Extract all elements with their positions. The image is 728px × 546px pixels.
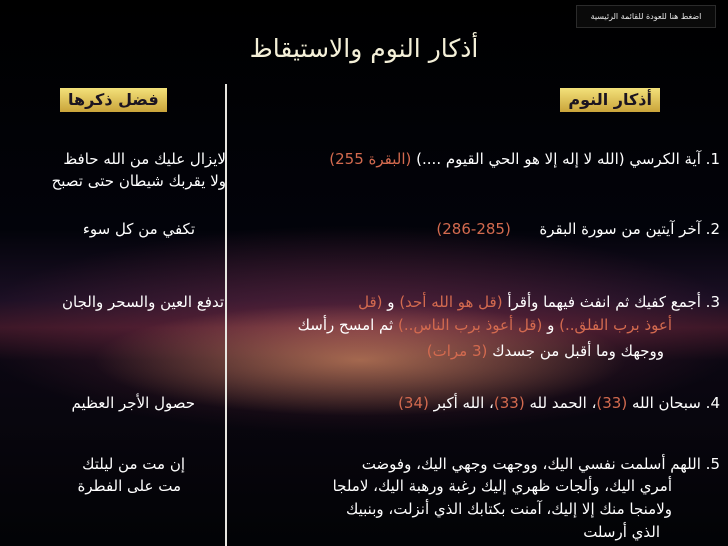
row-1-virtue-line-2: ولا يقربك شيطان حتى تصبح xyxy=(51,172,226,190)
row-3-adhkar-line-3: ووجهك وما أقبل من جسدك (3 مرات) xyxy=(426,342,664,360)
row-1-adhkar: 1. آية الكرسي (الله لا إله إلا هو الحي القيوم ....) (البقرة 255) xyxy=(329,150,720,168)
row-1-virtue-line-1: لايزال عليك من الله حافظ xyxy=(63,150,226,168)
row-3-adhkar-line-2: أعوذ برب الفلق..) و (قل أعوذ برب الناس..) ثم امسح رأسك xyxy=(297,316,672,334)
row-5-adhkar-line-3: ولامنجا منك إلا إليك، آمنت بكتابك الذي أنزلت، وبنبيك xyxy=(345,500,672,518)
row-5-adhkar-line-4: الذي أرسلت xyxy=(583,523,660,541)
row-4-virtue: حصول الأجر العظيم xyxy=(71,394,195,412)
row-5-virtue-line-1: إن مت من ليلتك xyxy=(82,455,185,473)
row-3-adhkar-line-1: 3. أجمع كفيك ثم انفث فيهما وأقرأ (قل هو الله أحد) و (قل xyxy=(358,293,720,311)
row-2-virtue: تكفي من كل سوء xyxy=(82,220,195,238)
row-5-adhkar-line-2: أمري اليك، وألجات ظهري إليك رغبة ورهبة اليك، لاملجا xyxy=(332,477,672,495)
row-2-adhkar: 2. آخر آيتين من سورة البقرة (285-286) xyxy=(436,220,720,238)
page-title: أذكار النوم والاستيقاظ xyxy=(249,34,479,63)
row-5-virtue-line-2: مت على الفطرة xyxy=(77,477,181,495)
adhkar-header: أذكار النوم xyxy=(560,88,660,112)
row-3-virtue: تدفع العين والسحر والجان xyxy=(62,293,224,311)
virtue-header: فضل ذكرها xyxy=(60,88,167,112)
row-5-adhkar-line-1: 5. اللهم أسلمت نفسي اليك، ووجهت وجهي اليك، وفوضت xyxy=(361,455,720,473)
row-4-adhkar: 4. سبحان الله (33)، الحمد لله (33)، الله أكبر (34) xyxy=(398,394,720,412)
home-button[interactable]: اضغط هنا للعودة للقائمة الرئيسية xyxy=(576,5,716,28)
